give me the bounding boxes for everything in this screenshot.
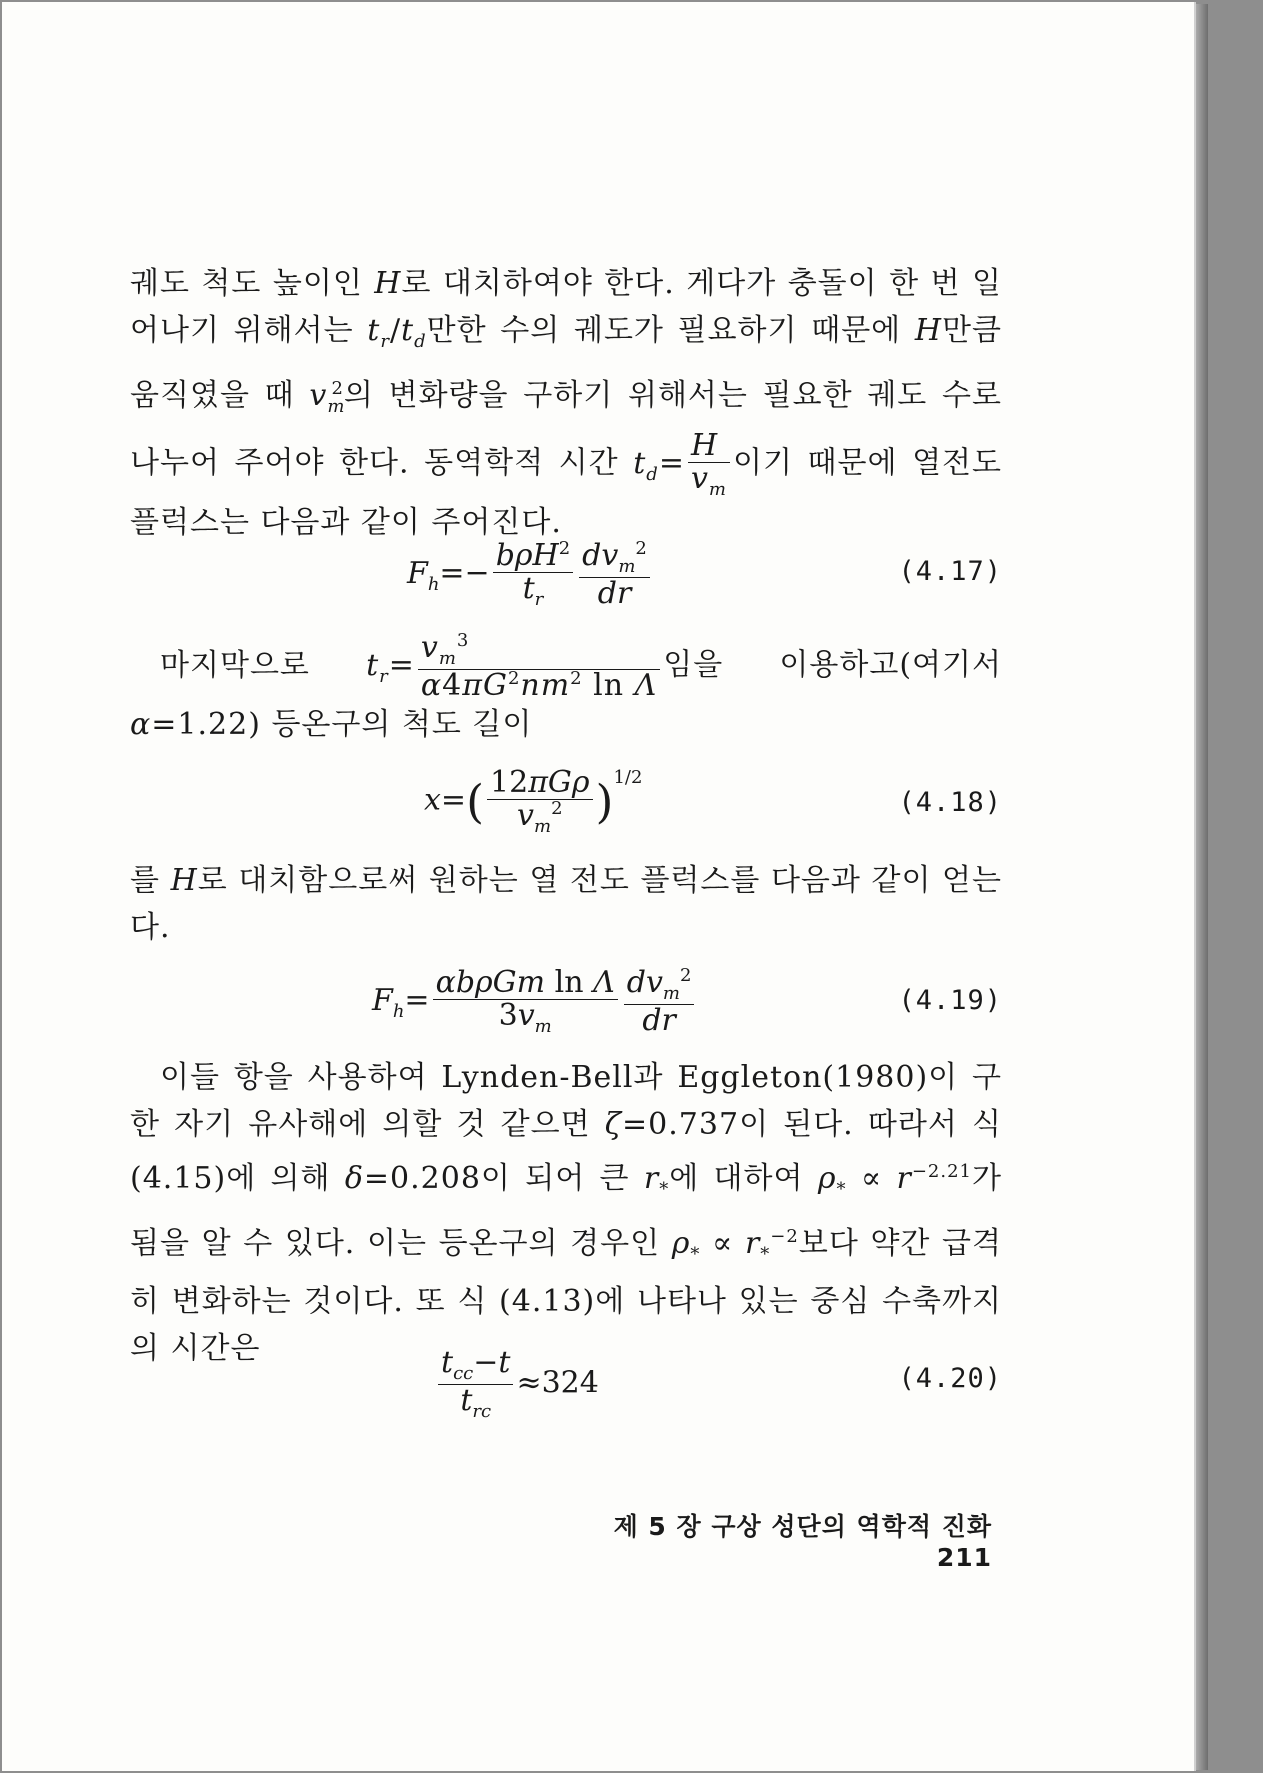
paragraph-1: 궤도 척도 높이인 H로 대치하여야 한다. 게다가 충돌이 한 번 일어나기 위해서는 $t_r/t_d$만한 수의 궤도가 필요하기 때문에 H만큼 움직였을 때 $v_m^2$의 변화량을 구하기 위해서는 필요한 궤도 수로 나누어 주어야 한다. 동역학적 시간 $t_d=$ $\frac{H}{v_m}$ 이기 때문에 열전도 플럭스는 다음과 같이 주어진다. — [130, 266, 1003, 541]
paragraph-3: 를 H로 대치함으로써 원하는 열 전도 플럭스를 다음과 같이 얻는다. — [130, 863, 1002, 945]
equation-number: (4.20) — [898, 1363, 1002, 1394]
page-number: 211 — [936, 1543, 992, 1572]
equation-number: (4.18) — [898, 787, 1002, 818]
book-page: 궤도 척도 높이인 H로 대치하여야 한다. 게다가 충돌이 한 번 일어나기 위해서는 $t_r/t_d$만한 수의 궤도가 필요하기 때문에 H만큼 움직였을 때 $v_m^2$의 변화량을 구하기 위해서는 필요한 궤도 수로 나누어 주어야 한다. 동역학적 시간 $t_d=$ $\frac{H}{v_m}$ 이기 때문에 열전도 플럭스는 다음과 같이 주어진다. $F_h=-$ $\frac{b\rho H^2}{t_r}$ $\frac{dv_m^2}{dr}$ (4.17) 마지막으로 $t_r=$ $\frac{v_m^3}{\alpha 4\pi G^2nm^2 \ln \Lambda}$ 임을 이용하고(여기서 α=1.22) 등온구의 척도 길이 x=( $\frac{\text{12πGρ}}{v_m^2}$ )$^{1/2}$ (4.18) 를 H로 대치함으로써 원하는 열 전도 플럭스를 다음과 같이 얻는다. $F_h=$ $\frac{\text{αbρGm ln Λ}}{3v_m}$ $\frac{dv_m^2}{dr}$ (4.19) 이들 항을 사용하여 Lynden-Bell과 Eggleton(1980)이 구한 자기 유사해에 의할 것 같으면 ζ=0.737이 된다. 따라서 식 (4.15)에 의해 δ=0.208이 되어 큰 $r_*$에 대하여 $\rho_* \propto r^{-2.21}$가 됨을 알 수 있다. 이는 등온구의 경우인 $\rho_* \propto r_*^{-2}$보다 약간 급격히 변화하는 것이다. 또 식 (4.13)에 나타나 있는 중심 수축까지의 시간은 $\frac{t_{cc}-t}{t_{rc}}$ ≈324 (4.20) 제 5 장 구상 성단의 역학적 진화 211 — [2, 2, 1194, 1771]
paragraph-4: 이들 항을 사용하여 Lynden-Bell과 Eggleton(1980)이 구한 자기 유사해에 의할 것 같으면 ζ=0.737이 된다. 따라서 식 (4.15)에 의해 δ=0.208이 되어 큰 $r_*$에 대하여 $\rho_* \propto r^{-2.21}$가 됨을 알 수 있다. 이는 등온구의 경우인 $\rho_* \propto r_*^{-2}$보다 약간 급격히 변화하는 것이다. 또 식 (4.13)에 나타나 있는 중심 수축까지의 시간은 — [130, 1060, 1003, 1366]
equation-number: (4.17) — [898, 556, 1002, 587]
paragraph-2: 마지막으로 $t_r=$ $\frac{v_m^3}{\alpha 4\pi G^2nm^2 \ln \Lambda}$ 임을 이용하고(여기서 α=1.22) 등온구의 척도 길이 — [130, 630, 1002, 743]
running-footer — [532, 1507, 992, 1572]
chapter-title: 제 5 장 구상 성단의 역학적 진화 — [613, 1512, 992, 1541]
equation-number: (4.19) — [898, 985, 1002, 1016]
